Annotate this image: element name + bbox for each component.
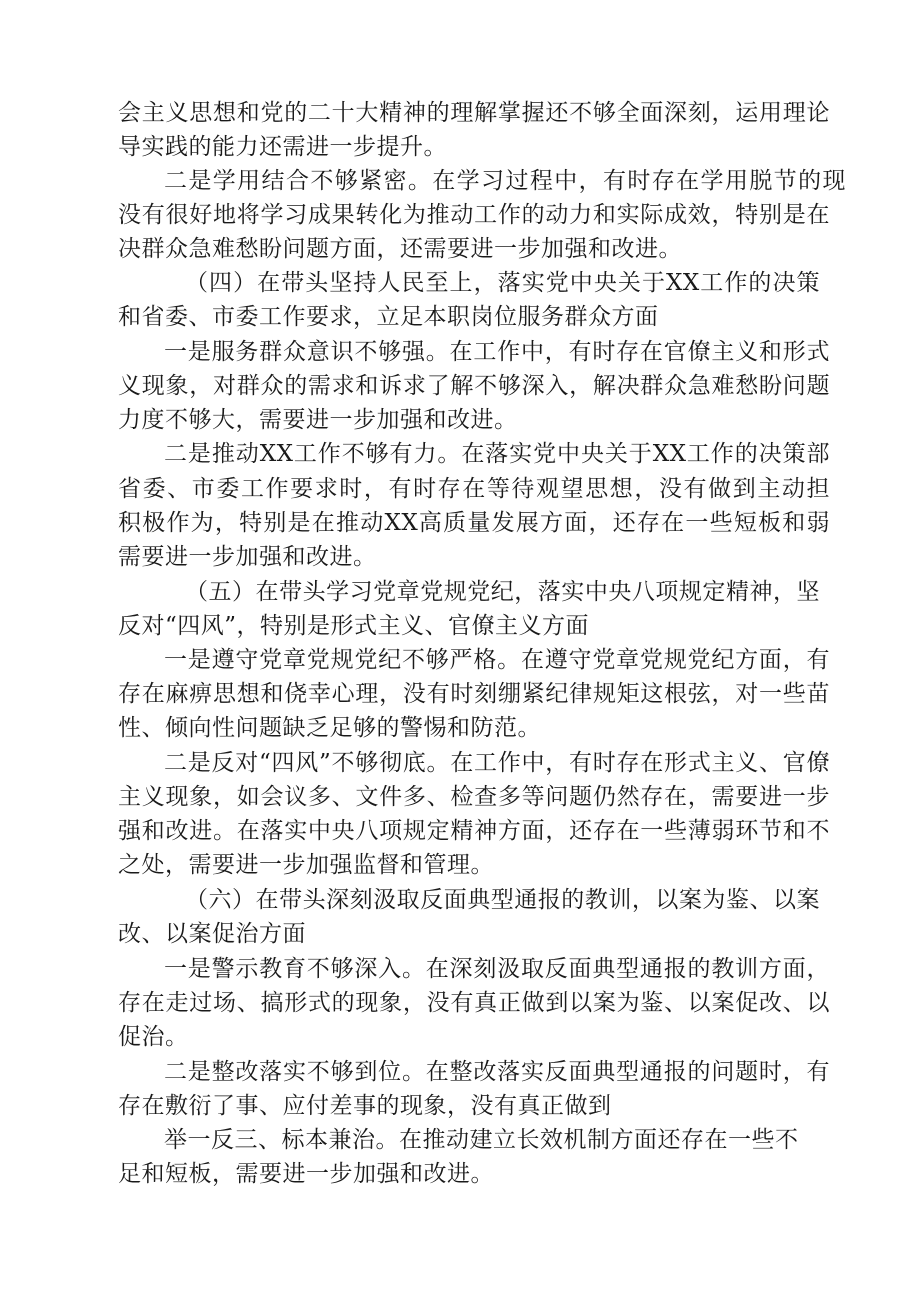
paragraph-line: 省委、市委工作要求时，有时存在等待观望思想，没有做到主动担 [118, 476, 830, 502]
section-heading-6: （六）在带头深刻汲取反面典型通报的教训，以案为鉴、以案 [185, 887, 820, 913]
section-heading-4: （四）在带头坚持人民至上，落实党中央关于XX工作的决策 [185, 270, 820, 296]
paragraph-line: 一是遵守党章党规党纪不够严格。在遵守党章党规党纪方面，有 [164, 647, 830, 673]
paragraph-line: 二是反对“四风”不够彻底。在工作中，有时存在形式主义、官僚 [164, 750, 830, 776]
paragraph-line: 一是警示教育不够深入。在深刻汲取反面典型通报的教训方面， [164, 956, 830, 982]
section-heading-6-cont: 改、以案促治方面 [118, 921, 306, 947]
section-heading-4-cont: 和省委、市委工作要求，立足本职岗位服务群众方面 [118, 304, 659, 330]
paragraph-line: 力度不够大，需要进一步加强和改进。 [118, 407, 518, 433]
paragraph-line: 二是学用结合不够紧密。在学习过程中，有时存在学用脱节的现 [164, 168, 846, 194]
paragraph-line: 需要进一步加强和改进。 [118, 544, 377, 570]
paragraph-line: 二是整改落实不够到位。在整改落实反面典型通报的问题时，有 [164, 1059, 830, 1085]
paragraph-line: 会主义思想和党的二十大精神的理解掌握还不够全面深刻，运用理论 [118, 100, 830, 126]
paragraph-line: 之处，需要进一步加强监督和管理。 [118, 852, 494, 878]
paragraph-line: 一是服务群众意识不够强。在工作中，有时存在官僚主义和形式 [164, 339, 830, 365]
paragraph-line: 主义现象，如会议多、文件多、检查多等问题仍然存在，需要进一步 [118, 784, 830, 810]
paragraph-line: 导实践的能力还需进一步提升。 [118, 134, 447, 160]
paragraph-line: 决群众急难愁盼问题方面，还需要进一步加强和改进。 [118, 236, 682, 262]
section-heading-5: （五）在带头学习党章党规党纪，落实中央八项规定精神，坚 [185, 579, 820, 605]
section-heading-5-cont: 反对“四风”，特别是形式主义、官僚主义方面 [118, 613, 590, 639]
paragraph-line: 促治。 [118, 1024, 189, 1050]
paragraph-line: 足和短板，需要进一步加强和改进。 [118, 1161, 494, 1187]
paragraph-line: 性、倾向性问题缺乏足够的警惕和防范。 [118, 715, 541, 741]
paragraph-line: 义现象，对群众的需求和诉求了解不够深入，解决群众急难愁盼问题 [118, 373, 830, 399]
paragraph-line: 二是推动XX工作不够有力。在落实党中央关于XX工作的决策部 [164, 441, 830, 467]
paragraph-line: 存在麻痹思想和侥幸心理，没有时刻绷紧纪律规矩这根弦，对一些苗 [118, 681, 830, 707]
paragraph-line: 强和改进。在落实中央八项规定精神方面，还存在一些薄弱环节和不 [118, 818, 830, 844]
paragraph-line: 举一反三、标本兼治。在推动建立长效机制方面还存在一些不 [164, 1127, 799, 1153]
paragraph-line: 没有很好地将学习成果转化为推动工作的动力和实际成效，特别是在 [118, 202, 830, 228]
paragraph-line: 积极作为，特别是在推动XX高质量发展方面，还存在一些短板和弱 [118, 510, 830, 536]
paragraph-line: 存在敷衍了事、应付差事的现象，没有真正做到 [118, 1093, 612, 1119]
paragraph-line: 存在走过场、搞形式的现象，没有真正做到以案为鉴、以案促改、以 [118, 990, 830, 1016]
